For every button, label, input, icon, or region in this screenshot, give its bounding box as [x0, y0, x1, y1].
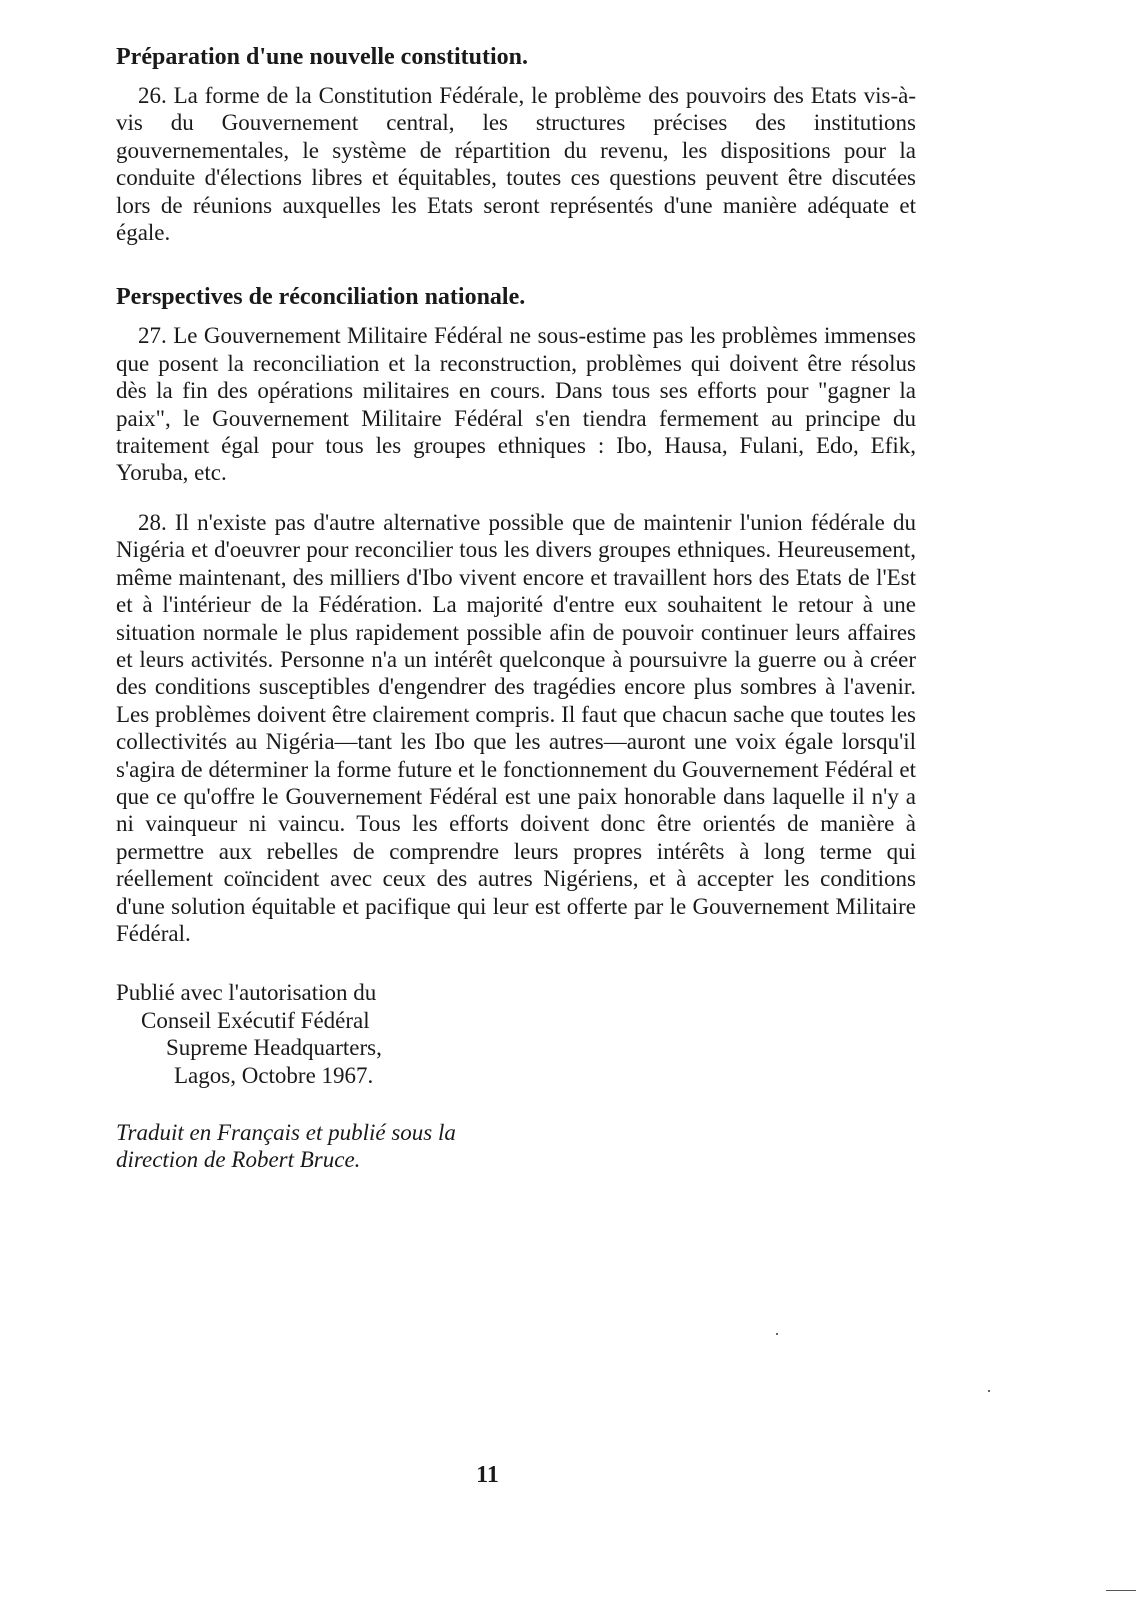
- signoff-line: Supreme Headquarters,: [166, 1035, 382, 1061]
- paragraph-28: 28. Il n'existe pas d'autre alternative possible que de maintenir l'union fédérale du Nigéria et d'oeuvrer pour reconcilier tous les divers groupes ethniques. Heureusement, même maintenant, des milliers d'Ibo vivent encore et travaillent hors des Etats de l'Est et à l'intérieur de la Fédération. La majorité d'entre eux souhaitent le retour à une situation normale le plus rapidement possible afin de pouvoir continuer leurs affaires et leurs activités. Personne n'a un intérêt quelconque à poursuivre la guerre ou à créer des conditions susceptibles d'engendrer des tragédies encore plus sombres à l'avenir. Les problèmes doivent être clairement compris. Il faut que chacun sache que toutes les collectivités au Nigéria—tant les Ibo que les autres—auront une voix égale lorsqu'il s'agira de déterminer la forme future et le fonctionnement du Gouvernement Fédéral et que ce qu'offre le Gouvernement Fédéral est une paix honorable dans laquelle il n'y a ni vainqueur ni vaincu. Tous les efforts doivent donc être orientés de manière à permettre aux rebelles de comprendre leurs propres intérêts à long terme qui réellement coïncident avec ceux des autres Nigériens, et à accepter les conditions d'une solution équitable et pacifique qui leur est offerte par le Gouvernement Militaire Fédéral.: [116, 509, 916, 946]
- scan-speck: [988, 1390, 990, 1392]
- translator-line: direction de Robert Bruce.: [116, 1147, 361, 1173]
- document-page: [116, 40, 916, 1174]
- signoff-line: Conseil Exécutif Fédéral: [141, 1007, 370, 1033]
- signoff-line: Publié avec l'autorisation du: [116, 980, 377, 1006]
- section-reconciliation: [116, 280, 916, 947]
- scan-speck: [776, 1333, 778, 1335]
- section-heading: Préparation d'une nouvelle constitution.: [116, 44, 529, 70]
- paragraph-26: 26. La forme de la Constitution Fédérale, le problème des pouvoirs des Etats vis-à-vis du Gouvernement central, les structures précises des institutions gouvernementales, le système de répartition du revenu, les dispositions pour la conduite d'élections libres et équitables, toutes ces questions peuvent être discutées lors de réunions auxquelles les Etats seront représentés d'une manière adéquate et égale.: [116, 83, 916, 246]
- translator-note: [116, 1119, 916, 1174]
- scan-edge-mark: [1106, 1590, 1136, 1591]
- signoff-line: Lagos, Octobre 1967.: [174, 1062, 374, 1088]
- page-number: 11: [476, 1462, 499, 1488]
- paragraph-27: 27. Le Gouvernement Militaire Fédéral ne sous-estime pas les problèmes immenses que posent la reconciliation et la reconstruction, problèmes qui doivent être résolus dès la fin des opérations militaires en cours. Dans tous ses efforts pour "gagner la paix", le Gouvernement Militaire Fédéral s'en tiendra fermement au principe du traitement égal pour tous les groupes ethniques : Ibo, Hausa, Fulani, Edo, Efik, Yoruba, etc.: [116, 323, 916, 486]
- signoff-block: [116, 979, 916, 1089]
- translator-line: Traduit en Français et publié sous la: [116, 1120, 456, 1145]
- section-heading: Perspectives de réconciliation nationale.: [116, 284, 526, 311]
- section-constitution: [116, 40, 916, 246]
